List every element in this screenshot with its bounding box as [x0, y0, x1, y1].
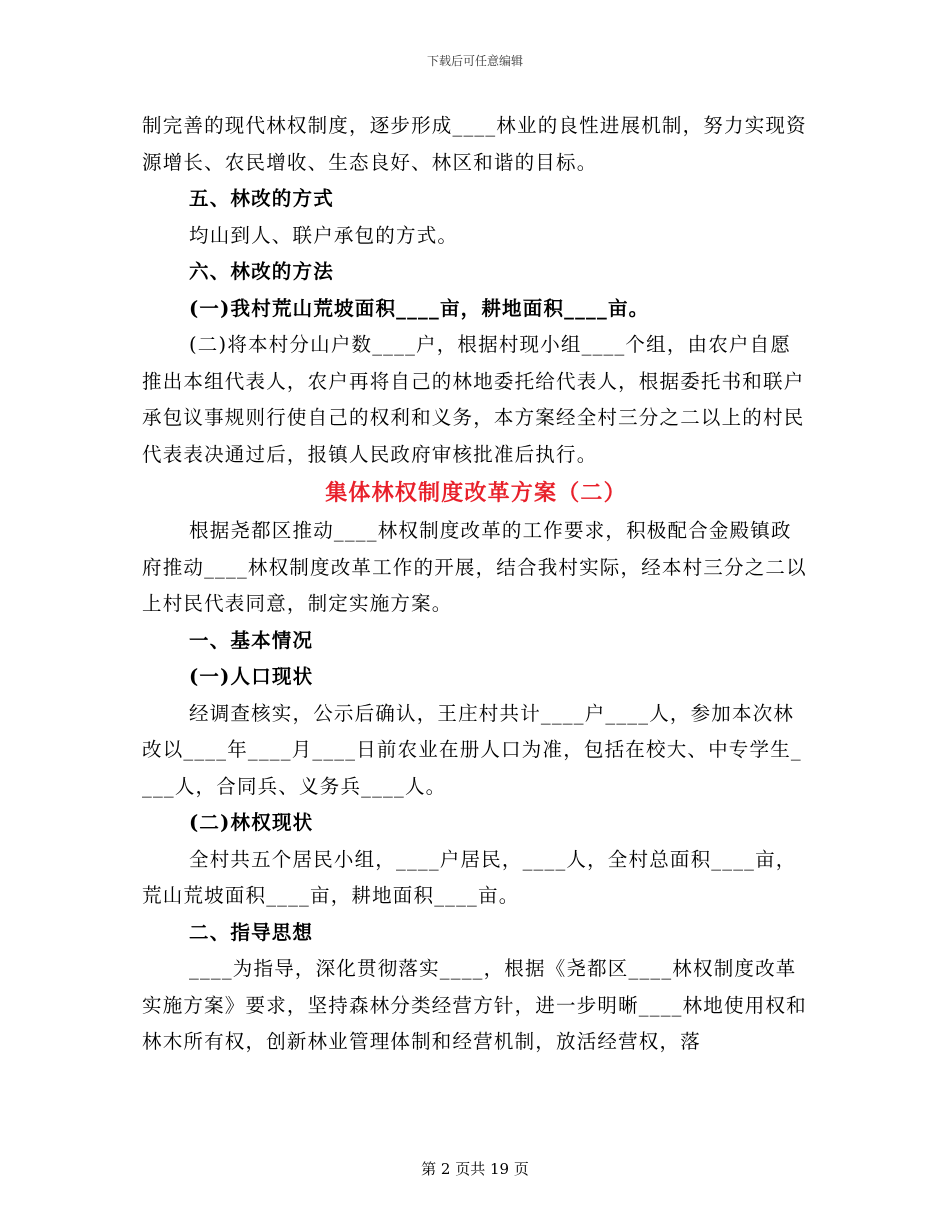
body-paragraph: 根据尧都区推动____林权制度改革的工作要求，积极配合金殿镇政府推动____林权制度改革工作的开展，结合我村实际，经本村三分之二以上村民代表同意，制定实施方案。 — [142, 519, 807, 615]
body-paragraph: 经调查核实，公示后确认，王庄村共计____户____人，参加本次林改以____年____月____日前农业在册人口为准，包括在校大、中专学生____人，合同兵、义务兵____人。 — [142, 701, 802, 798]
body-paragraph: ____为指导，深化贯彻落实____，根据《尧都区____林权制度改革实施方案》要求，坚持森林分类经营方针，进一步明晰____林地使用权和林木所有权，创新林业管理体制和经营机制，放活经营权，落 — [142, 957, 807, 1053]
subsection-heading: (一)人口现状 — [189, 665, 314, 688]
page-header: 下载后可任意编辑 — [426, 54, 523, 68]
body-paragraph: 全村共五个居民小组，____户居民，____人，全村总面积____亩，荒山荒坡面积____亩，耕地面积____亩。 — [142, 847, 797, 907]
body-paragraph: 均山到人、联户承包的方式。 — [189, 223, 459, 247]
section-heading: 一、基本情况 — [189, 628, 314, 652]
body-paragraph: (二)将本村分山户数____户，根据村现小组____个组，由农户自愿推出本组代表人，农户再将自己的林地委托给代表人，根据委托书和联户承包议事规则行使自己的权利和义务，本方案经全村三分之二以上的村民代表表决通过后，报镇人民政府审核批准后执行。 — [142, 333, 805, 466]
section-heading: 二、指导思想 — [189, 920, 314, 944]
subsection-heading: (二)林权现状 — [189, 811, 314, 834]
document-body — [142, 108, 810, 1061]
document-title: 集体林权制度改革方案（二） — [325, 480, 627, 506]
section-heading: 五、林改的方式 — [189, 187, 334, 210]
page-footer: 第 2 页共 19 页 — [421, 1160, 529, 1178]
body-paragraph-bold: (一)我村荒山荒坡面积____亩，耕地面积____亩。 — [189, 296, 650, 320]
body-paragraph: 制完善的现代林权制度，逐步形成____林业的良性进展机制，努力实现资源增长、农民增收、生态良好、林区和谐的目标。 — [142, 114, 807, 174]
section-heading: 六、林改的方法 — [189, 260, 334, 283]
